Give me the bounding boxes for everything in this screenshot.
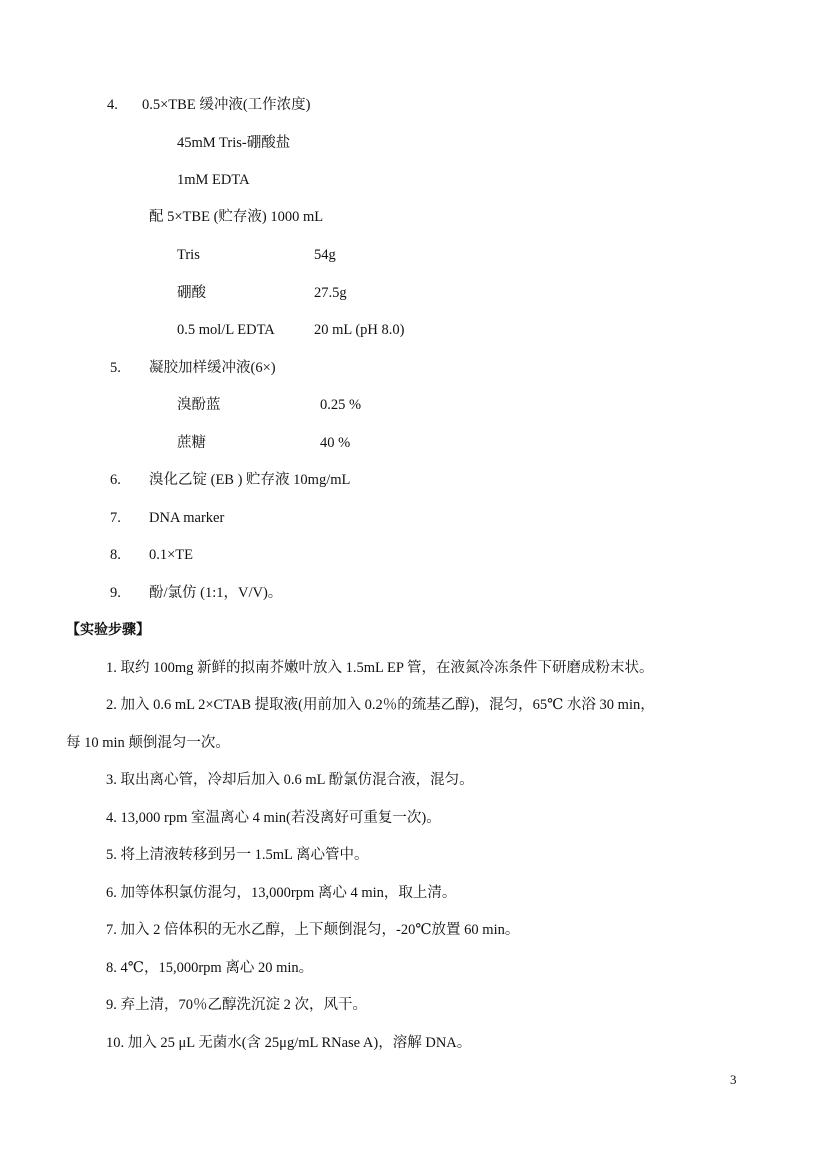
item-6-text: 溴化乙锭 (EB ) 贮存液 10mg/mL	[149, 472, 351, 488]
item-6-number: 6.	[110, 472, 121, 488]
tbe-row-amount: 27.5g	[314, 285, 347, 301]
tbe-row-amount: 54g	[314, 247, 336, 263]
step-7: 7. 加入 2 倍体积的无水乙醇，上下颠倒混匀，-20℃放置 60 min。	[106, 922, 520, 938]
tbe-row-name: 硼酸	[177, 285, 206, 301]
loading-row-name: 蔗糖	[177, 435, 206, 451]
item-5-number: 5.	[110, 360, 121, 376]
step-9: 9. 弃上清，70％乙醇洗沉淀 2 次，风干。	[106, 997, 367, 1013]
page-number: 3	[730, 1072, 737, 1087]
item-5-text: 凝胶加样缓冲液(6×)	[149, 360, 276, 376]
item-9-text: 酚/氯仿 (1:1，V/V)。	[149, 585, 283, 601]
item-4-number: 4.	[107, 97, 118, 113]
step-3: 3. 取出离心管，冷却后加入 0.6 mL 酚氯仿混合液，混匀。	[106, 772, 474, 788]
section-heading: 【实验步骤】	[66, 622, 150, 638]
item-9-number: 9.	[110, 585, 121, 601]
item-8-text: 0.1×TE	[149, 547, 194, 563]
item-4-text: 0.5×TBE 缓冲液(工作浓度)	[142, 97, 311, 113]
tbe-prep: 配 5×TBE (贮存液) 1000 mL	[149, 209, 324, 225]
step-2: 2. 加入 0.6 mL 2×CTAB 提取液(用前加入 0.2％的巯基乙醇)，混匀，65℃ 水浴 30 min，	[106, 697, 655, 713]
loading-row-amount: 40 %	[320, 435, 351, 451]
loading-row-amount: 0.25 %	[320, 397, 362, 413]
tbe-row-name: 0.5 mol/L EDTA	[177, 322, 275, 338]
tbe-line-2: 1mM EDTA	[177, 172, 250, 188]
step-2-continued: 每 10 min 颠倒混匀一次。	[66, 735, 230, 751]
loading-row-name: 溴酚蓝	[177, 397, 221, 413]
tbe-row-amount: 20 mL (pH 8.0)	[314, 322, 405, 338]
step-10: 10. 加入 25 μL 无菌水(含 25μg/mL RNase A)，溶解 DNA。	[106, 1035, 472, 1051]
step-4: 4. 13,000 rpm 室温离心 4 min(若没离好可重复一次)。	[106, 810, 441, 826]
step-5: 5. 将上清液转移到另一 1.5mL 离心管中。	[106, 847, 369, 863]
step-8: 8. 4℃，15,000rpm 离心 20 min。	[106, 960, 314, 976]
item-7-number: 7.	[110, 510, 121, 526]
item-7-text: DNA marker	[149, 510, 225, 526]
tbe-row-name: Tris	[177, 247, 200, 263]
step-1: 1. 取约 100mg 新鲜的拟南芥嫩叶放入 1.5mL EP 管，在液氮冷冻条件下研磨成粉末状。	[106, 660, 654, 676]
item-8-number: 8.	[110, 547, 121, 563]
tbe-line-1: 45mM Tris-硼酸盐	[177, 135, 291, 151]
step-6: 6. 加等体积氯仿混匀，13,000rpm 离心 4 min，取上清。	[106, 885, 457, 901]
